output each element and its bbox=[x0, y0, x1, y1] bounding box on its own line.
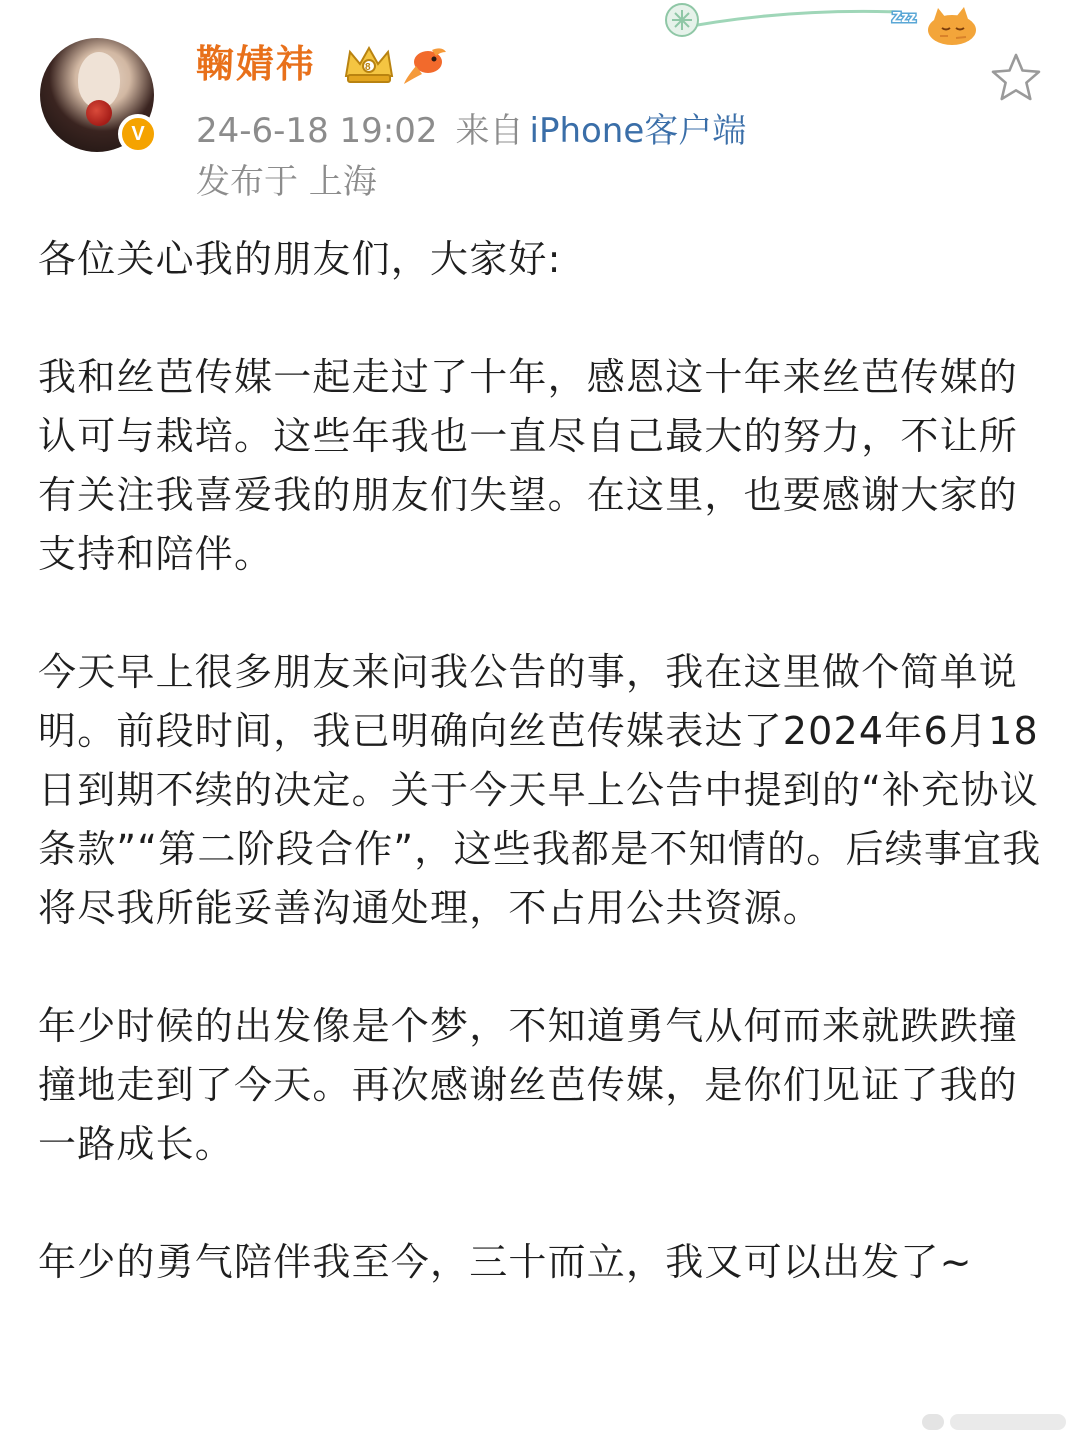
paragraph-gratitude: 我和丝芭传媒一起走过了十年，感恩这十年来丝芭传媒的认可与栽培。这些年我也一直尽自己最大的努力，不让所有关注我喜爱我的朋友们失望。在这里，也要感谢大家的支持和陪伴。 bbox=[38, 355, 1019, 576]
post-body bbox=[38, 230, 1046, 1292]
avatar-rose bbox=[86, 100, 112, 126]
favorite-star-icon[interactable] bbox=[988, 50, 1044, 106]
paragraph-greeting: 各位关心我的朋友们，大家好: bbox=[38, 237, 562, 281]
post-meta bbox=[196, 106, 746, 156]
verified-badge-icon: V bbox=[118, 114, 158, 154]
post-timestamp: 24-6-18 19:02 bbox=[196, 111, 438, 151]
sleeping-cat-icon bbox=[920, 2, 980, 46]
paragraph-closing: 年少的勇气陪伴我至今，三十而立，我又可以出发了~ bbox=[38, 1240, 973, 1284]
post-location: 发布于 上海 bbox=[196, 162, 377, 202]
watermark-logo bbox=[920, 1408, 1070, 1436]
goldfish-icon bbox=[402, 44, 450, 86]
source-prefix: 来自 bbox=[455, 111, 524, 151]
paragraph-explanation: 今天早上很多朋友来问我公告的事，我在这里做个简单说明。前段时间，我已明确向丝芭传媒表达了2024年6月18日到期不续的决定。关于今天早上公告中提到的“补充协议条款”“第二阶段合作”，这些我都是不知情的。后续事宜我将尽我所能妥善沟通处理，不占用公共资源。 bbox=[38, 650, 1042, 930]
author-name[interactable]: 鞠婧祎 bbox=[196, 42, 317, 86]
paragraph-reflection: 年少时候的出发像是个梦，不知道勇气从何而来就跌跌撞撞地走到了今天。再次感谢丝芭传媒，是你们见证了我的一路成长。 bbox=[38, 1004, 1019, 1166]
svg-text:Zzz: Zzz bbox=[892, 9, 917, 26]
svg-text:8: 8 bbox=[365, 62, 371, 73]
source-client-link[interactable]: iPhone客户端 bbox=[529, 111, 747, 151]
crown-icon bbox=[342, 42, 396, 86]
